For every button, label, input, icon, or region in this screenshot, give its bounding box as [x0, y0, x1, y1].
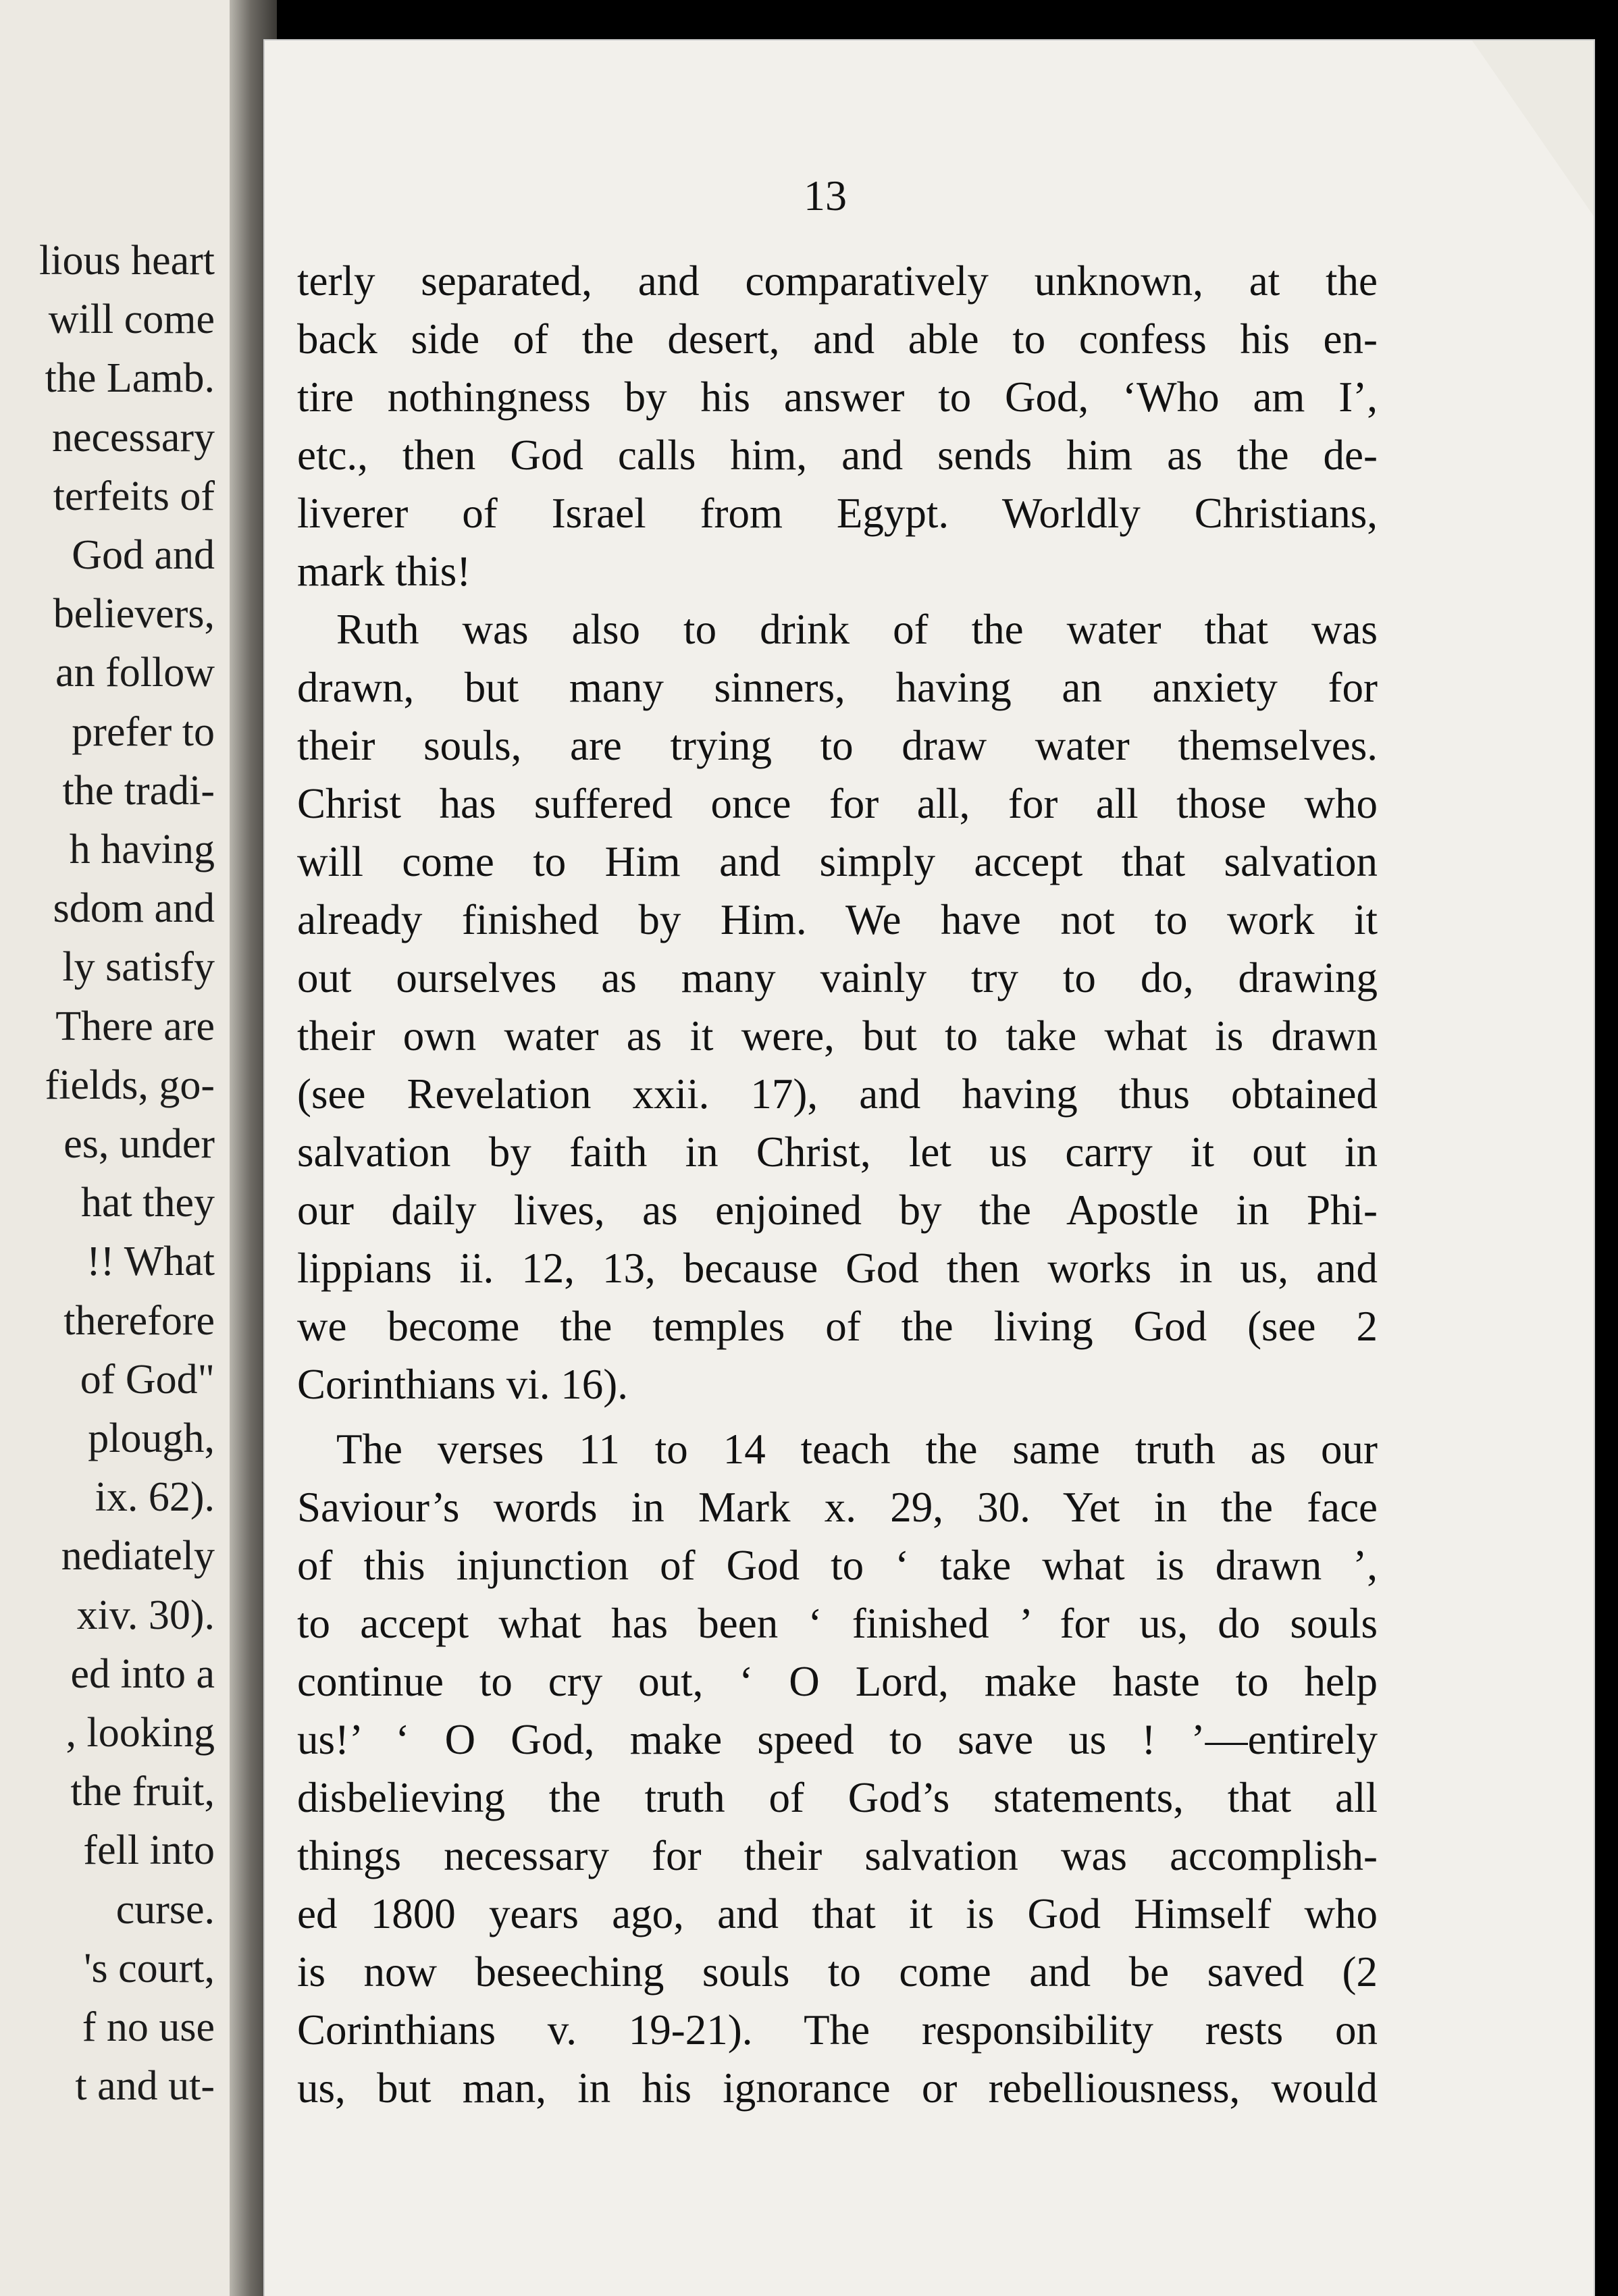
- body-line: disbelieving the truth of God’s statements, that all: [297, 1774, 1378, 1821]
- body-line: us, but man, in his ignorance or rebelliousness, would: [297, 2064, 1378, 2112]
- body-line: we become the temples of the living God (see 2: [297, 1303, 1378, 1350]
- body-line: Ruth was also to drink of the water that was: [336, 606, 1378, 653]
- left-page-line: the Lamb.: [45, 355, 215, 402]
- left-page-line: plough,: [88, 1415, 215, 1461]
- body-line: their own water as it were, but to take what is drawn: [297, 1012, 1378, 1060]
- left-page: [0, 0, 243, 2296]
- left-page-line: the fruit,: [70, 1769, 215, 1815]
- left-page-line: es, under: [63, 1121, 215, 1167]
- body-line: is now beseeching souls to come and be saved (2: [297, 1948, 1378, 1995]
- left-page-line: h having: [69, 827, 215, 872]
- left-page-line: There are: [55, 1003, 215, 1049]
- left-page-line: believers,: [53, 591, 215, 637]
- left-page-line: an follow: [55, 650, 215, 696]
- left-page-line: ly satisfy: [62, 944, 215, 991]
- left-page-line: t and ut-: [75, 2063, 215, 2110]
- left-page-line: necessary: [52, 414, 215, 461]
- left-page-line: f no use: [82, 2004, 215, 2050]
- body-line: ed 1800 years ago, and that it is God Himself who: [297, 1890, 1378, 1937]
- left-page-line: xiv. 30).: [76, 1592, 215, 1638]
- body-line: (see Revelation xxii. 17), and having thus obtained: [297, 1070, 1378, 1118]
- body-line: to accept what has been ‘ finished ’ for us, do souls: [297, 1600, 1378, 1647]
- body-line: already finished by Him. We have not to work it: [297, 896, 1378, 943]
- body-line: continue to cry out, ‘ O Lord, make haste to help: [297, 1658, 1378, 1705]
- page-corner-fold: [1472, 41, 1594, 216]
- body-line: etc., then God calls him, and sends him as the de-: [297, 432, 1378, 479]
- body-line: of this injunction of God to ‘ take what is drawn ’,: [297, 1542, 1378, 1589]
- left-page-line: terfeits of: [53, 473, 215, 519]
- body-line: salvation by faith in Christ, let us carry it out in: [297, 1128, 1378, 1176]
- left-page-line: prefer to: [72, 708, 215, 755]
- body-line: mark this!: [297, 548, 471, 595]
- left-page-line: curse.: [115, 1886, 215, 1933]
- body-line: The verses 11 to 14 teach the same truth as our: [336, 1426, 1378, 1473]
- left-page-line: 's court,: [84, 1945, 215, 1991]
- body-line: Saviour’s words in Mark x. 29, 30. Yet in the face: [297, 1484, 1378, 1531]
- left-page-line: , looking: [66, 1710, 215, 1756]
- body-line: Corinthians v. 19-21). The responsibility rests on: [297, 2006, 1378, 2054]
- body-line: liverer of Israel from Egypt. Worldly Christians,: [297, 490, 1378, 537]
- left-page-line: God and: [72, 532, 215, 578]
- left-page-line: therefore: [63, 1297, 215, 1344]
- body-line: terly separated, and comparatively unknown, at the: [297, 257, 1378, 305]
- body-line: drawn, but many sinners, having an anxiety for: [297, 664, 1378, 711]
- left-page-line: lious heart: [39, 238, 215, 284]
- body-line: our daily lives, as enjoined by the Apostle in Phi-: [297, 1186, 1378, 1234]
- left-page-line: ix. 62).: [95, 1474, 215, 1521]
- left-page-line: will come: [48, 296, 215, 343]
- left-page-line: nediately: [61, 1533, 215, 1580]
- body-line: back side of the desert, and able to confess his en-: [297, 315, 1378, 363]
- left-page-line: hat they: [81, 1180, 215, 1226]
- page-number: 13: [804, 172, 847, 219]
- body-line: out ourselves as many vainly try to do, drawing: [297, 954, 1378, 1001]
- body-line: their souls, are trying to draw water themselves.: [297, 722, 1378, 769]
- left-page-line: !! What: [86, 1238, 215, 1285]
- left-page-line: of God": [80, 1356, 215, 1403]
- left-page-line: sdom and: [53, 885, 215, 932]
- body-line: us!’ ‘ O God, make speed to save us ! ’—entirely: [297, 1716, 1378, 1763]
- body-line: tire nothingness by his answer to God, ‘Who am I’,: [297, 373, 1378, 421]
- left-page-line: ed into a: [70, 1650, 215, 1697]
- body-line: will come to Him and simply accept that salvation: [297, 838, 1378, 885]
- left-page-line: fell into: [83, 1827, 215, 1874]
- body-line: lippians ii. 12, 13, because God then works in us, and: [297, 1245, 1378, 1292]
- left-page-line: fields, go-: [45, 1062, 215, 1108]
- body-line: Christ has suffered once for all, for all those who: [297, 780, 1378, 827]
- body-line: Corinthians vi. 16).: [297, 1361, 628, 1408]
- left-page-line: the tradi-: [62, 767, 215, 814]
- body-line: things necessary for their salvation was accomplish-: [297, 1832, 1378, 1879]
